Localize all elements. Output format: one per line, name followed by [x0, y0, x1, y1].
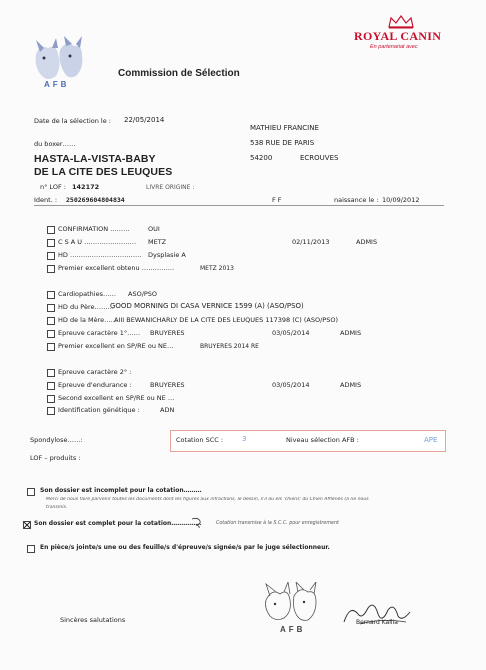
date-label: Date de la sélection le :	[34, 117, 111, 125]
hd-checkbox[interactable]	[47, 252, 55, 260]
hd-pere-value: GOOD MORNING DI CASA VERNICE 1599 (A) (ASO/PSO)	[110, 302, 304, 310]
salutations: Sincères salutations	[60, 616, 126, 624]
csau-label: C S A U ……………………	[58, 238, 137, 246]
birth-value: 10/09/2012	[382, 196, 420, 204]
dog-name-line1: HASTA-LA-VISTA-BABY	[34, 153, 156, 165]
hd-label: HD ……………………………	[58, 251, 142, 259]
premier-sp-label: Premier excellent en SP/RE ou NE…	[58, 342, 174, 350]
option2-label: Son dossier est complet pour la cotation……………	[34, 520, 202, 527]
cotation-value[interactable]: 3	[242, 435, 247, 443]
date-value: 22/05/2014	[124, 116, 165, 124]
confirmation-value: OUI	[148, 225, 160, 233]
dog-name-line2: DE LA CITE DES LEUQUES	[34, 166, 173, 178]
endurance-checkbox[interactable]	[47, 382, 55, 390]
csau-checkbox[interactable]	[47, 239, 55, 247]
boxer-label: du boxer……	[34, 140, 76, 148]
hd-pere-label: HD du Père………	[58, 303, 114, 311]
endurance-status: ADMIS	[340, 381, 362, 389]
premier-value: METZ 2013	[200, 265, 234, 272]
option1-note	[46, 497, 444, 502]
royal-canin-logo: ROYAL CANIN	[354, 29, 442, 43]
lof-label: n° LOF :	[40, 183, 66, 191]
second-label: Second excellent en SP/RE ou NE …	[58, 394, 175, 402]
afb-stamp-logo	[258, 582, 328, 634]
epreuve2-checkbox[interactable]	[47, 369, 55, 377]
endurance-label: Epreuve d'endurance :	[58, 381, 132, 389]
option2-checkbox[interactable]	[23, 521, 31, 529]
royal-canin-tagline: En partenariat avec	[370, 44, 418, 50]
endurance-value: BRUYERES	[150, 381, 185, 389]
hd-mere-checkbox[interactable]	[47, 317, 55, 325]
cardio-value: ASO/PSO	[128, 290, 158, 298]
owner-name: MATHIEU FRANCINE	[250, 124, 319, 132]
owner-street: 538 RUE DE PARIS	[250, 139, 315, 147]
ident-label: Ident. :	[34, 196, 58, 204]
option1-label: Son dossier est incomplet pour la cotation………	[40, 487, 202, 494]
endurance-date: 03/05/2014	[272, 381, 310, 389]
second-checkbox[interactable]	[47, 395, 55, 403]
epreuve1-date: 03/05/2014	[272, 329, 310, 337]
handwritten-mark-icon	[190, 517, 204, 529]
sex-value: F F	[272, 196, 282, 204]
page-title: Commission de Sélection	[118, 68, 240, 79]
hd-mere-value: AIII BEWANICHARLY DE LA CITE DES LEUQUES 117398 (C) (ASO/PSO)	[114, 316, 339, 324]
cardio-label: Cardiopathies……	[58, 290, 116, 298]
ident-underline	[34, 205, 444, 206]
ident-value: 250269604804834	[66, 196, 125, 204]
produits-label: LOF – produits :	[30, 454, 81, 462]
afb-logo-text: AFB	[44, 80, 70, 89]
royal-canin-crown-icon	[386, 14, 416, 28]
niveau-value[interactable]: APE	[424, 436, 438, 444]
option3-checkbox[interactable]	[27, 545, 35, 553]
lof-value: 142172	[72, 183, 100, 191]
confirmation-label: CONFIRMATION ………	[58, 225, 130, 233]
option1-note-continued: transmis.	[46, 505, 68, 510]
cardio-checkbox[interactable]	[47, 291, 55, 299]
cotation-label: Cotation SCC :	[176, 436, 224, 444]
genetic-checkbox[interactable]	[47, 407, 55, 415]
hd-value: Dysplasie A	[148, 251, 186, 259]
livre-origine-label: LIVRE ORIGINE :	[146, 184, 195, 191]
confirmation-checkbox[interactable]	[47, 226, 55, 234]
option1-checkbox[interactable]	[27, 488, 35, 496]
signature-name: Bernard Kallia	[356, 619, 398, 626]
epreuve1-checkbox[interactable]	[47, 330, 55, 338]
genetic-value: ADN	[160, 406, 175, 414]
epreuve1-label: Epreuve caractère 1°……	[58, 329, 141, 337]
premier-checkbox[interactable]	[47, 265, 55, 273]
spondylose-label: Spondylose……:	[30, 436, 83, 444]
niveau-label: Niveau sélection AFB :	[286, 436, 359, 444]
option1-note-text: Merci de nous faire parvenir toutes les documents dont les figures aux infractions, le dessin, s'il ou els 'chiens' du Chien Afflénés (à ne nous	[46, 497, 369, 502]
epreuve1-status: ADMIS	[340, 329, 362, 337]
epreuve2-label: Epreuve caractère 2° :	[58, 368, 132, 376]
premier-label: Premier excellent obtenu ……………	[58, 264, 175, 272]
birth-label: naissance le :	[334, 196, 379, 204]
hd-pere-checkbox[interactable]	[47, 304, 55, 312]
premier-sp-checkbox[interactable]	[47, 343, 55, 351]
option3-label: En pièce/s jointe/s une ou des feuille/s d'épreuve/s signée/s par le juge sélectionneur.	[40, 544, 330, 551]
owner-zip: 54200	[250, 154, 273, 162]
owner-city: ECROUVES	[300, 154, 339, 162]
csau-date: 02/11/2013	[292, 238, 330, 246]
epreuve1-value: BRUYERES	[150, 329, 185, 337]
csau-status: ADMIS	[356, 238, 378, 246]
hd-mere-label: HD de la Mère……	[58, 316, 118, 324]
csau-value: METZ	[148, 238, 167, 246]
svg-text:AFB: AFB	[280, 625, 306, 634]
premier-sp-value: BRUYERES 2014 RE	[200, 343, 259, 350]
option2-note: Cotation transmise à la S.C.C. pour enregistrement	[216, 521, 339, 526]
genetic-label: Identification génétique :	[58, 406, 140, 414]
